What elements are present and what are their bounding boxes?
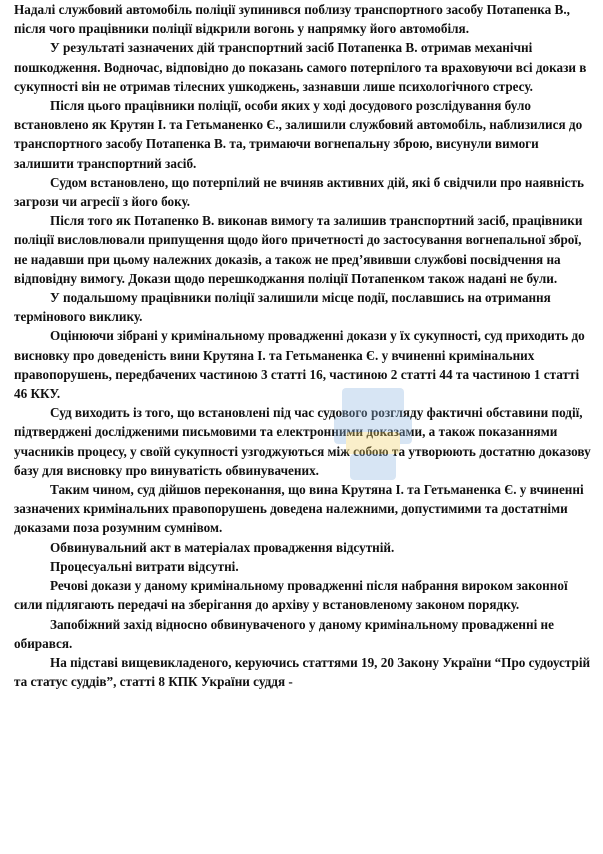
paragraph: Суд виходить із того, що встановлені під час судового розгляду фактичні обставини події, підтверджені дослідженими письмовими та електронними доказами, а також показаннями учасників процесу, у своїй сукупності узгоджуються між собою та утворюють достатню доказову базу для висновку про винуватість обвинувачених.: [14, 405, 591, 478]
paragraph: Оцінюючи зібрані у кримінальному провадженні докази у їх сукупності, суд приходить до висновку про доведеність вини Крутяна І. та Гетьманенка Є. у вчиненні кримінальних правопорушень, передбачених частиною 3 статті 16, частиною 2 статті 44 та частиною 1 статті 46 ККУ.: [14, 328, 585, 402]
paragraph: У подальшому працівники поліції залишили місце події, пославшись на отримання термінового виклику.: [14, 290, 551, 325]
paragraph: Таким чином, суд дійшов переконання, що вина Крутяна І. та Гетьманенка Є. у вчиненні зазначених кримінальних правопорушень доведена належними, допустимими та достатніми доказами поза розумним сумнівом.: [14, 482, 584, 536]
paragraph: Після цього працівники поліції, особи яких у ході досудового розслідування було встановлено як Крутян І. та Гетьманенко Є., залишили службовий автомобіль, наблизилися до транспортного засобу Потапенка В. та, тримаючи вогнепальну зброю, висунули вимоги залишити транспортний засіб.: [14, 98, 583, 171]
paragraph: Обвинувальний акт в матеріалах провадження відсутній.: [50, 539, 395, 555]
paragraph: Процесуальні витрати відсутні.: [50, 558, 239, 574]
paragraph: Судом встановлено, що потерпілий не вчиняв активних дій, які б свідчили про наявність загрози чи агресії з його боку.: [14, 174, 584, 210]
document-body: [14, 0, 592, 691]
paragraph: Речові докази у даному кримінальному провадженні після набрання вироком законної сили підлягають передачі на зберігання до архіву у встановленому законом порядку.: [14, 578, 568, 613]
paragraph: На підставі вищевикладеного, керуючись статтями 19, 20 Закону України “Про судоустрій та статус суддів”, статті 8 КПК України суддя -: [14, 654, 591, 690]
paragraph: У результаті зазначених дій транспортний засіб Потапенка В. отримав механічні пошкодження. Водночас, відповідно до показань самого потерпілого та враховуючи всі докази в сукупності він не отримав тілесних ушкоджень, зазнавши лише психологічного стресу.: [14, 40, 587, 94]
paragraph: Надалі службовий автомобіль поліції зупинився поблизу транспортного засобу Потапенка В., після чого працівники поліції відкрили вогонь у напрямку його автомобіля.: [14, 2, 570, 37]
paragraph: Запобіжний захід відносно обвинуваченого у даному кримінальному провадженні не обирався.: [14, 616, 554, 651]
paragraph: Після того як Потапенко В. виконав вимогу та залишив транспортний засіб, працівники поліції висловлювали припущення щодо його причетності до застосування вогнепальної зброї, не надавши при цьому належних доказів, а також не пред’явивши службові посвідчення на відповідну вимогу. Докази щодо перешкоджання поліції Потапенком також надані не були.: [14, 213, 583, 286]
